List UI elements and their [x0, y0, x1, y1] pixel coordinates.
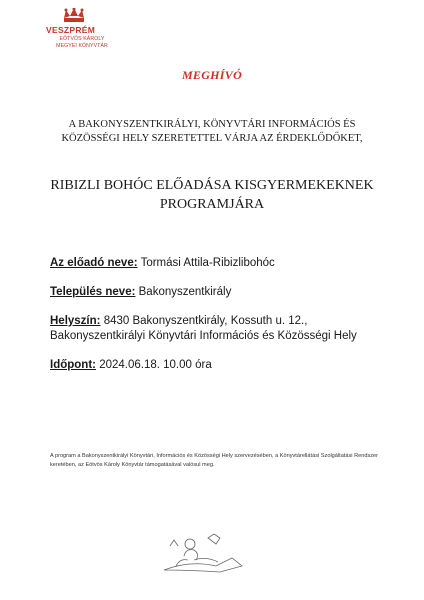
town-row: [50, 285, 390, 300]
invitation-intro: A BAKONYSZENTKIRÁLYI, KÖNYVTÁRI INFORMÁCIÓS ÉS KÖZÖSSÉGI HELY SZERETETTEL VÁRJA AZ ÉRDEKLŐDŐKET,: [61, 119, 363, 144]
town-label: Település neve:: [50, 286, 136, 298]
logo-brand: VESZPRÉM: [46, 25, 96, 35]
town-value: Bakonyszentkirály: [138, 286, 232, 298]
invitation-title: MEGHÍVÓ: [181, 68, 243, 82]
venue-value: 8430 Bakonyszentkirály, Kossuth u. 12., Bakonyszentkirályi Könyvtári Információs és Közösségi Hely: [50, 315, 357, 342]
reading-child-icon: [160, 526, 246, 574]
time-row: [50, 358, 390, 373]
venue-row: [50, 314, 390, 344]
performer-row: [50, 256, 390, 271]
crown-icon: [62, 8, 86, 24]
performer-label: Az előadó neve:: [50, 257, 138, 269]
library-logo: [46, 8, 118, 54]
performer-value: Tormási Attila-Ribizlibohóc: [140, 257, 275, 269]
time-label: Időpont:: [50, 359, 96, 371]
event-details: [50, 256, 390, 373]
footnote: A program a Bakonyszentkirályi Könyvtári, Információs és Közösségi Hely szervezésében, a Könyvtárellátási Szolgáltatási Rendszer keretében, az Eötvös Károly Könyvtár támogatásával valósul meg.: [50, 453, 379, 468]
program-title: RIBIZLI BOHÓC ELŐADÁSA KISGYERMEKEKNEK PROGRAMJÁRA: [50, 178, 374, 212]
time-value: 2024.06.18. 10.00 óra: [99, 359, 212, 371]
logo-subtitle-line1: EÖTVÖS KÁROLY: [59, 36, 105, 42]
venue-label: Helyszín:: [50, 315, 101, 327]
logo-subtitle-line2: MEGYEI KÖNYVTÁR: [56, 43, 108, 49]
